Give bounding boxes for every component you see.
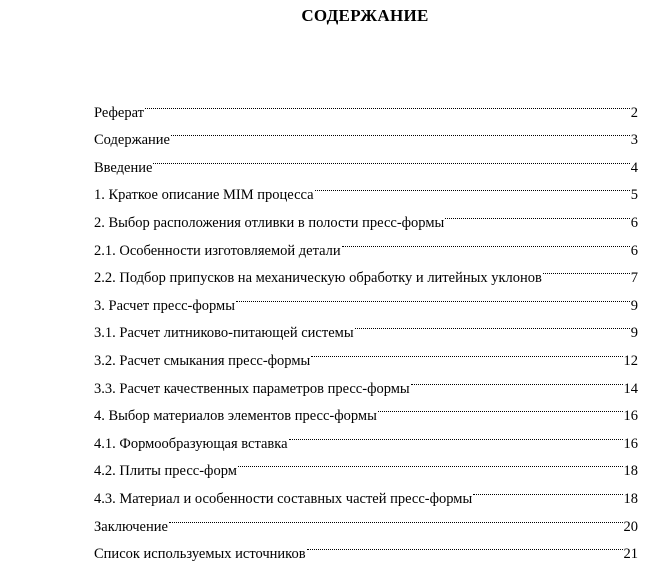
toc-entry-page-number: 16 [623, 435, 638, 452]
dot-leader [238, 448, 623, 476]
toc-entry-label: 2. Выбор расположения отливки в полости пресс-формы [94, 214, 445, 231]
dot-leader [171, 117, 630, 145]
toc-entry-page-number: 9 [630, 325, 638, 342]
dot-leader [355, 310, 630, 338]
toc-entry-label: Реферат [94, 104, 144, 121]
toc-entry-label: 4.2. Плиты пресс-форм [94, 463, 237, 480]
dot-leader [543, 255, 630, 283]
toc-entry-label: Заключение [94, 518, 168, 535]
toc-entry [94, 117, 638, 149]
toc-entry-page-number: 21 [623, 546, 638, 563]
toc-entry [94, 503, 638, 535]
table-of-contents [94, 89, 638, 563]
toc-entry-label: 2.1. Особенности изготовляемой детали [94, 242, 341, 259]
toc-entry-page-number: 14 [623, 380, 638, 397]
toc-entry-page-number: 6 [630, 242, 638, 259]
toc-entry-page-number: 9 [630, 297, 638, 314]
toc-entry [94, 172, 638, 204]
toc-entry-page-number: 3 [630, 132, 638, 149]
page-title: СОДЕРЖАНИЕ [301, 6, 429, 25]
toc-entry-page-number: 16 [623, 408, 638, 425]
toc-entry-page-number: 2 [630, 104, 638, 121]
dot-leader [315, 172, 630, 200]
toc-entry [94, 89, 638, 121]
toc-entry [94, 144, 638, 176]
toc-entry-label: 1. Краткое описание MIM процесса [94, 187, 314, 204]
toc-entry-page-number: 6 [630, 214, 638, 231]
toc-entry-page-number: 18 [623, 463, 638, 480]
dot-leader [289, 420, 623, 448]
dot-leader [411, 365, 623, 393]
dot-leader [342, 227, 630, 255]
dot-leader [236, 282, 630, 310]
toc-entry-label: 2.2. Подбор припусков на механическую обработку и литейных уклонов [94, 270, 542, 287]
toc-entry-page-number: 18 [623, 490, 638, 507]
toc-entry-label: 3.1. Расчет литниково-питающей системы [94, 325, 354, 342]
dot-leader [378, 393, 623, 421]
dot-leader [169, 503, 623, 531]
toc-entry-label: 3.3. Расчет качественных параметров пресс-формы [94, 380, 410, 397]
toc-entry-page-number: 4 [630, 159, 638, 176]
toc-entry-page-number: 7 [630, 270, 638, 287]
toc-entry-label: 3. Расчет пресс-формы [94, 297, 235, 314]
dot-leader [311, 337, 622, 365]
dot-leader [153, 144, 629, 172]
toc-entry-label: Введение [94, 159, 153, 176]
toc-entry-label: Список используемых источников [94, 546, 306, 563]
toc-entry-label: Содержание [94, 132, 170, 149]
dot-leader [145, 89, 630, 117]
toc-entry-label: 4. Выбор материалов элементов пресс-формы [94, 408, 377, 425]
toc-entry-page-number: 12 [623, 352, 638, 369]
dot-leader [473, 475, 622, 503]
dot-leader [445, 199, 629, 227]
toc-entry-page-number: 20 [623, 518, 638, 535]
dot-leader [307, 531, 623, 559]
toc-entry-label: 4.1. Формообразующая вставка [94, 435, 288, 452]
toc-entry-label: 3.2. Расчет смыкания пресс-формы [94, 352, 311, 369]
toc-entry-label: 4.3. Материал и особенности составных частей пресс-формы [94, 490, 473, 507]
toc-entry [94, 531, 638, 563]
toc-entry-page-number: 5 [630, 187, 638, 204]
